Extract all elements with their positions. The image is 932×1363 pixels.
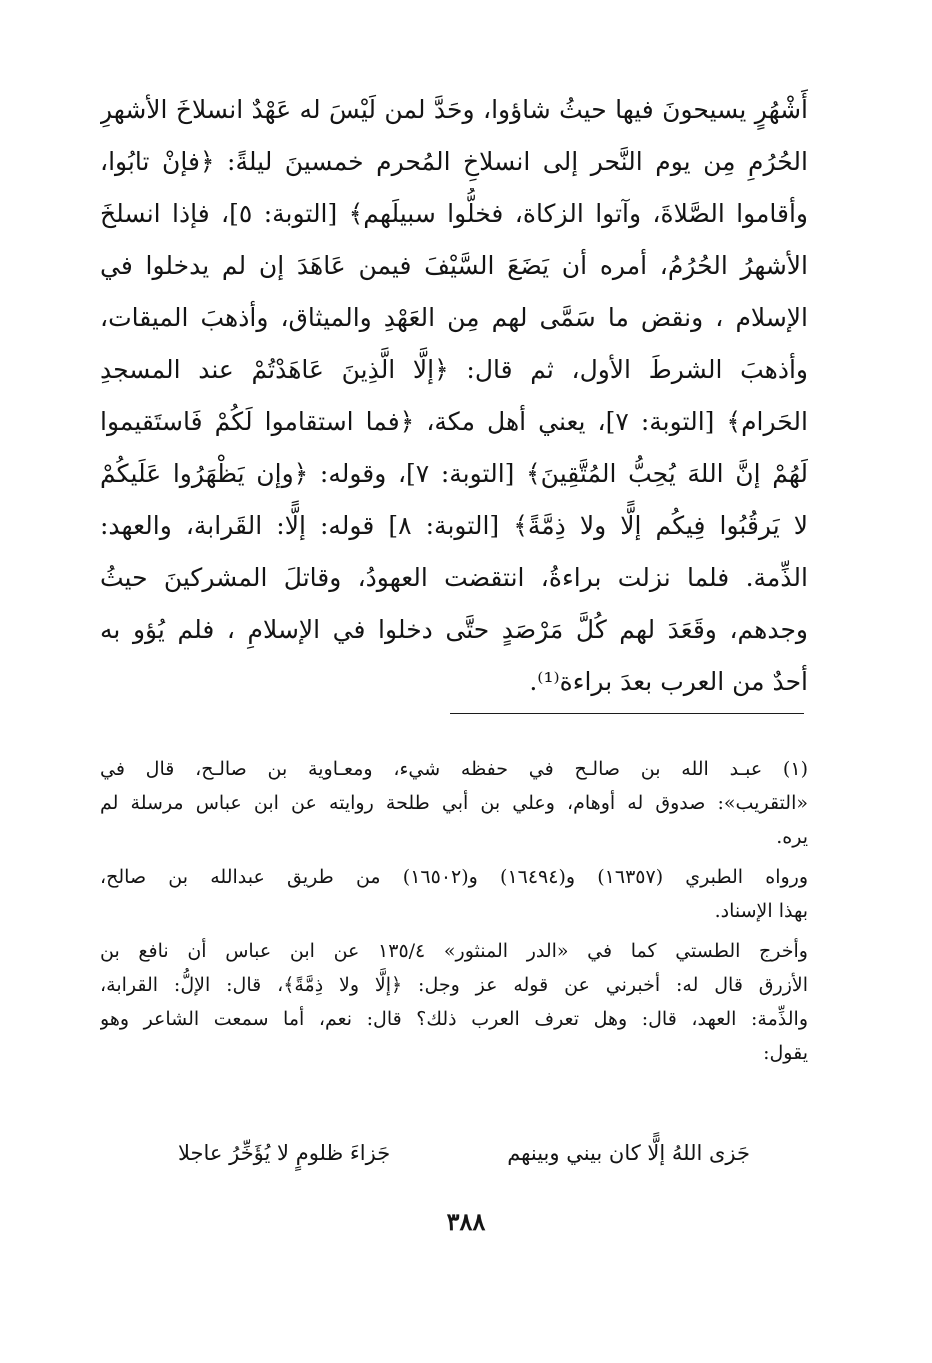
footnote-line: يره. [776,826,808,848]
main-text-line: لَهُمْ إنَّ اللهَ يُحِبُّ المُتَّقِينَ﴾ [التوبة: ٧]، وقوله: ﴿وإن يَظْهَرُوا عَلَيكُمْ [100,459,808,488]
footnote-line: وأخرج الطستي كما في «الدر المنثور» ١٣٥/٤ عن ابن عباس أن نافع بن [100,940,808,962]
main-text-line: وجدهم، وقَعَدَ لهم كُلَّ مَرْصَدٍ حتَّى دخلوا في الإسلامِ ، فلم يُؤو به [100,615,808,644]
main-text-line: الحَرام﴾ [التوبة: ٧]، يعني أهل مكة، ﴿فما استقاموا لَكُمْ فَاستَقيموا [100,407,808,436]
footnote-line: يقول: [763,1042,808,1064]
page-number: ٣٨٨ [446,1207,486,1236]
footnote-separator-rule [450,713,804,714]
footnote-line: والذِّمة: العهد، قال: وهل تعرف العرب ذلك؟ قال: نعم، أما سمعت الشاعر وهو [100,1008,808,1030]
footnote-paragraph [100,934,808,1070]
main-text-block [100,84,808,708]
main-text-line: لا يَرقُبُوا فِيكُم إلًّا ولا ذِمَّةً﴾ [التوبة: ٨] قوله: إلًّا: القَرابة، والعهد: [100,511,808,540]
verse-first-hemistich: جَزى اللهُ إلًّا كان بيني وبينهم [507,1141,750,1165]
main-text-line: وأذهبَ الشرطَ الأول، ثم قال: ﴿إلَّا الَّذِينَ عَاهَدْتُمْ عند المسجدِ [100,355,808,384]
main-text-line: الأشهرُ الحُرُمُ، أمره أن يَضَعَ السَّيْفَ فيمن عَاهَدَ إن لم يدخلوا في [100,251,808,280]
main-text-line: الذِّمة. فلما نزلت براءةُ، انتقضت العهودُ، وقاتلَ المشركينَ حيثُ [100,563,808,592]
footnote-line: بهذا الإسناد. [714,900,808,922]
footnote-paragraph [100,860,808,928]
main-text-line: الحُرُمِ مِن يوم النَّحر إلى انسلاخِ المُحرم خمسينَ ليلةً: ﴿فإنْ تابُوا، [100,147,808,176]
poetry-verse [150,1133,750,1173]
main-text-line: الإسلام ، ونقض ما سَمَّى لهم مِن العَهْدِ والميثاق، وأذهبَ الميقات، [100,303,808,332]
footnote-line: ورواه الطبري (١٦٣٥٧) و(١٦٤٩٤) و(١٦٥٠٢) من طريق عبدالله بن صالح، [100,866,808,888]
verse-second-hemistich: جَزاءَ ظلومٍ لا يُؤَخِّرُ عاجلا [178,1141,391,1165]
footnote-line: الأزرق قال له: أخبرني عن قوله عز وجل: ﴿إلًّا ولا ذِمَّةً﴾، قال: الإلُّ: القرابة، [100,974,808,996]
footnote-line: «التقريب»: صدوق له أوهام، وعلي بن أبي طلحة روايته عن ابن عباس مرسلة لم [100,792,808,814]
footnotes-block [100,752,808,1070]
main-text-line: أَشْهُرٍ يسيحونَ فيها حيثُ شاؤوا، وحَدَّ لمن لَيْسَ له عَهْدٌ انسلاخَ الأشهرِ [100,95,808,124]
main-text-line: وأقاموا الصَّلاةَ، وآتوا الزكاة، فخلُّوا سبيلَهم﴾ [التوبة: ٥]، فإذا انسلخَ [100,199,808,228]
main-text-line: أحدٌ من العرب بعدَ براءة⁽¹⁾. [529,667,808,696]
footnote-line: (١) عبـد الله بن صالـح في حفظه شيء، ومعـاوية بن صالـح، قال في [100,758,808,780]
footnote-paragraph [100,752,808,854]
